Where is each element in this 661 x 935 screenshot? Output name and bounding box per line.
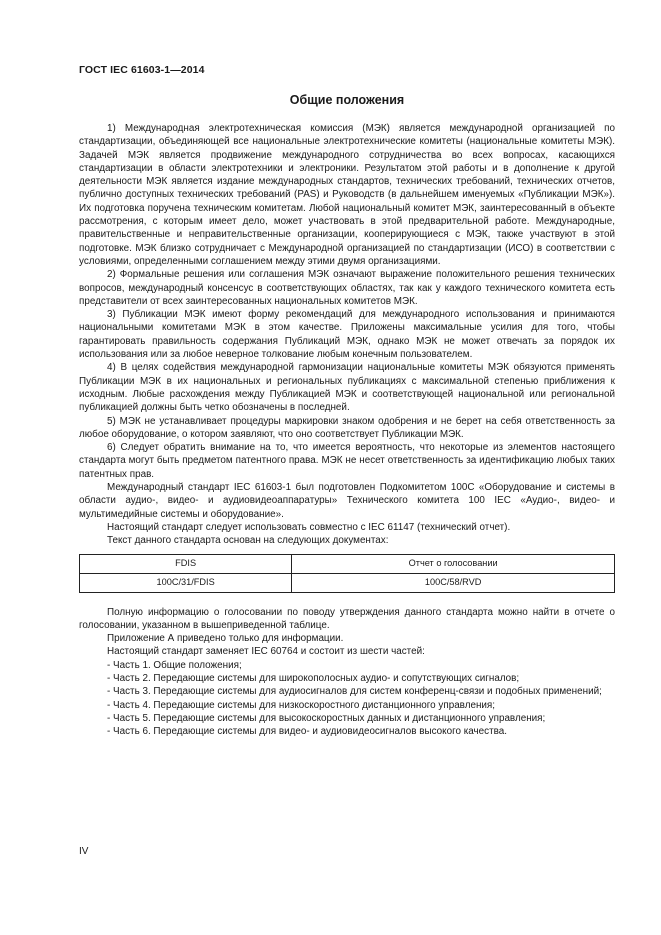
paragraph-voting-info: Полную информацию о голосовании по поводу утверждения данного стандарта можно найти в отчете о голосовании, указанном в вышеприведенной таблице. — [79, 606, 615, 631]
list-item-part-4: - Часть 4. Передающие системы для низкоскоростного дистанционного управления; — [107, 699, 496, 711]
paragraph-4: 4) В целях содействия международной гармонизации национальные комитеты МЭК обязуются применять Публикации МЭК в их национальных и региональных публикациях с максимальной степенью приближения к исходным. Любые расхождения между Публикацией МЭК и соответствующей национальной или региональной публикацией должны быть четко обозначены в последней. — [79, 362, 615, 414]
paragraph-based-on: Текст данного стандарта основан на следующих документах: — [107, 535, 389, 547]
page-number: IV — [79, 846, 89, 857]
table-cell-rvd: 100С/58/RVD — [292, 573, 615, 592]
document-body — [79, 122, 615, 738]
paragraph-3: 3) Публикации МЭК имеют форму рекомендаций для международного использования и принимаются национальными комитетами МЭК в этом качестве. Приложены максимальные усилия для того, чтобы гарантировать правильность содержания Публикаций МЭК, однако МЭК не может отвечать за порядок их использования или за любое неверное толкование любым конечным пользователем. — [79, 309, 615, 361]
paragraph-2: 2) Формальные решения или соглашения МЭК означают выражение положительного решения технических вопросов, международный консенсус в соответствующих областях, так как у каждого технического комитета есть представители от всех заинтересованных национальных комитетов МЭК. — [79, 269, 615, 307]
voting-documents-table — [79, 554, 615, 593]
paragraph-use-with: Настоящий стандарт следует использовать совместно с IEC 61147 (технический отчет). — [107, 521, 511, 533]
table-header-fdis: FDIS — [80, 554, 292, 573]
list-item-part-3: - Часть 3. Передающие системы для аудиосигналов для систем конференц-связи и подобных применений; — [107, 686, 602, 698]
section-title: Общие положения — [289, 93, 405, 107]
list-item-part-5: - Часть 5. Передающие системы для высокоскоростных данных и дистанционного управления; — [107, 712, 546, 724]
paragraph-1: 1) Международная электротехническая комиссия (МЭК) является международной организацией по стандартизации, объединяющей все национальные электротехнические комитеты (национальные комитеты МЭК). Задачей МЭК является продвижение международного сотрудничества во всех вопросах, касающихся стандартизации в области электротехники и электроники. Результатом этой работы и в дополнение к другой деятельности МЭК является издание международных стандартов, технических требований, технических отчетов, публично доступных технических требований (PAS) и Руководств (в дальнейшем именуемых «Публикации МЭК»). Их подготовка поручена техническим комитетам. Любой национальный комитет МЭК, заинтересованный в объекте рассмотрения, с которым имеет дело, может участвовать в этой предварительной работе. Международные, правительственные и неправительственные организации, кооперирующиеся с МЭК, также участвуют в этой подготовке. МЭК близко сотрудничает с Международной организацией по стандартизации (ИСО) в соответствии с условиями, определенными соглашением между этими двумя организациями. — [79, 123, 615, 267]
list-item-part-2: - Часть 2. Передающие системы для широкополосных аудио- и сопутствующих сигналов; — [107, 672, 520, 684]
paragraph-replaces: Настоящий стандарт заменяет IEC 60764 и состоит из шести частей: — [107, 646, 425, 658]
paragraph-6: 6) Следует обратить внимание на то, что имеется вероятность, что некоторые из элементов настоящего стандарта могут быть предметом патентного права. МЭК не несет ответственность за идентификацию любых таких патентных прав. — [79, 442, 615, 480]
paragraph-annex: Приложение А приведено только для информации. — [107, 633, 344, 645]
table-header-vote-report: Отчет о голосовании — [292, 554, 615, 573]
paragraph-standard-prepared: Международный стандарт IEC 61603-1 был подготовлен Подкомитетом 100С «Оборудование и системы в области аудио-, видео- и аудиовидеоаппаратуры» Технического комитета 100 IEC «Аудио-, видео- и мультимедийные системы и оборудование». — [79, 482, 615, 520]
document-code-header: ГОСТ IEC 61603-1—2014 — [79, 64, 205, 76]
paragraph-5: 5) МЭК не устанавливает процедуры маркировки знаком одобрения и не берет на себя ответственность за любое оборудование, о котором заявляют, что оно соответствует Публикации МЭК. — [79, 415, 615, 440]
table-header-row — [80, 554, 615, 573]
list-item-part-6: - Часть 6. Передающие системы для видео- и аудиовидеосигналов высокого качества. — [107, 726, 507, 738]
table-row — [80, 573, 615, 592]
table-cell-fdis: 100С/31/FDIS — [80, 573, 292, 592]
list-item-part-1: - Часть 1. Общие положения; — [107, 659, 242, 671]
